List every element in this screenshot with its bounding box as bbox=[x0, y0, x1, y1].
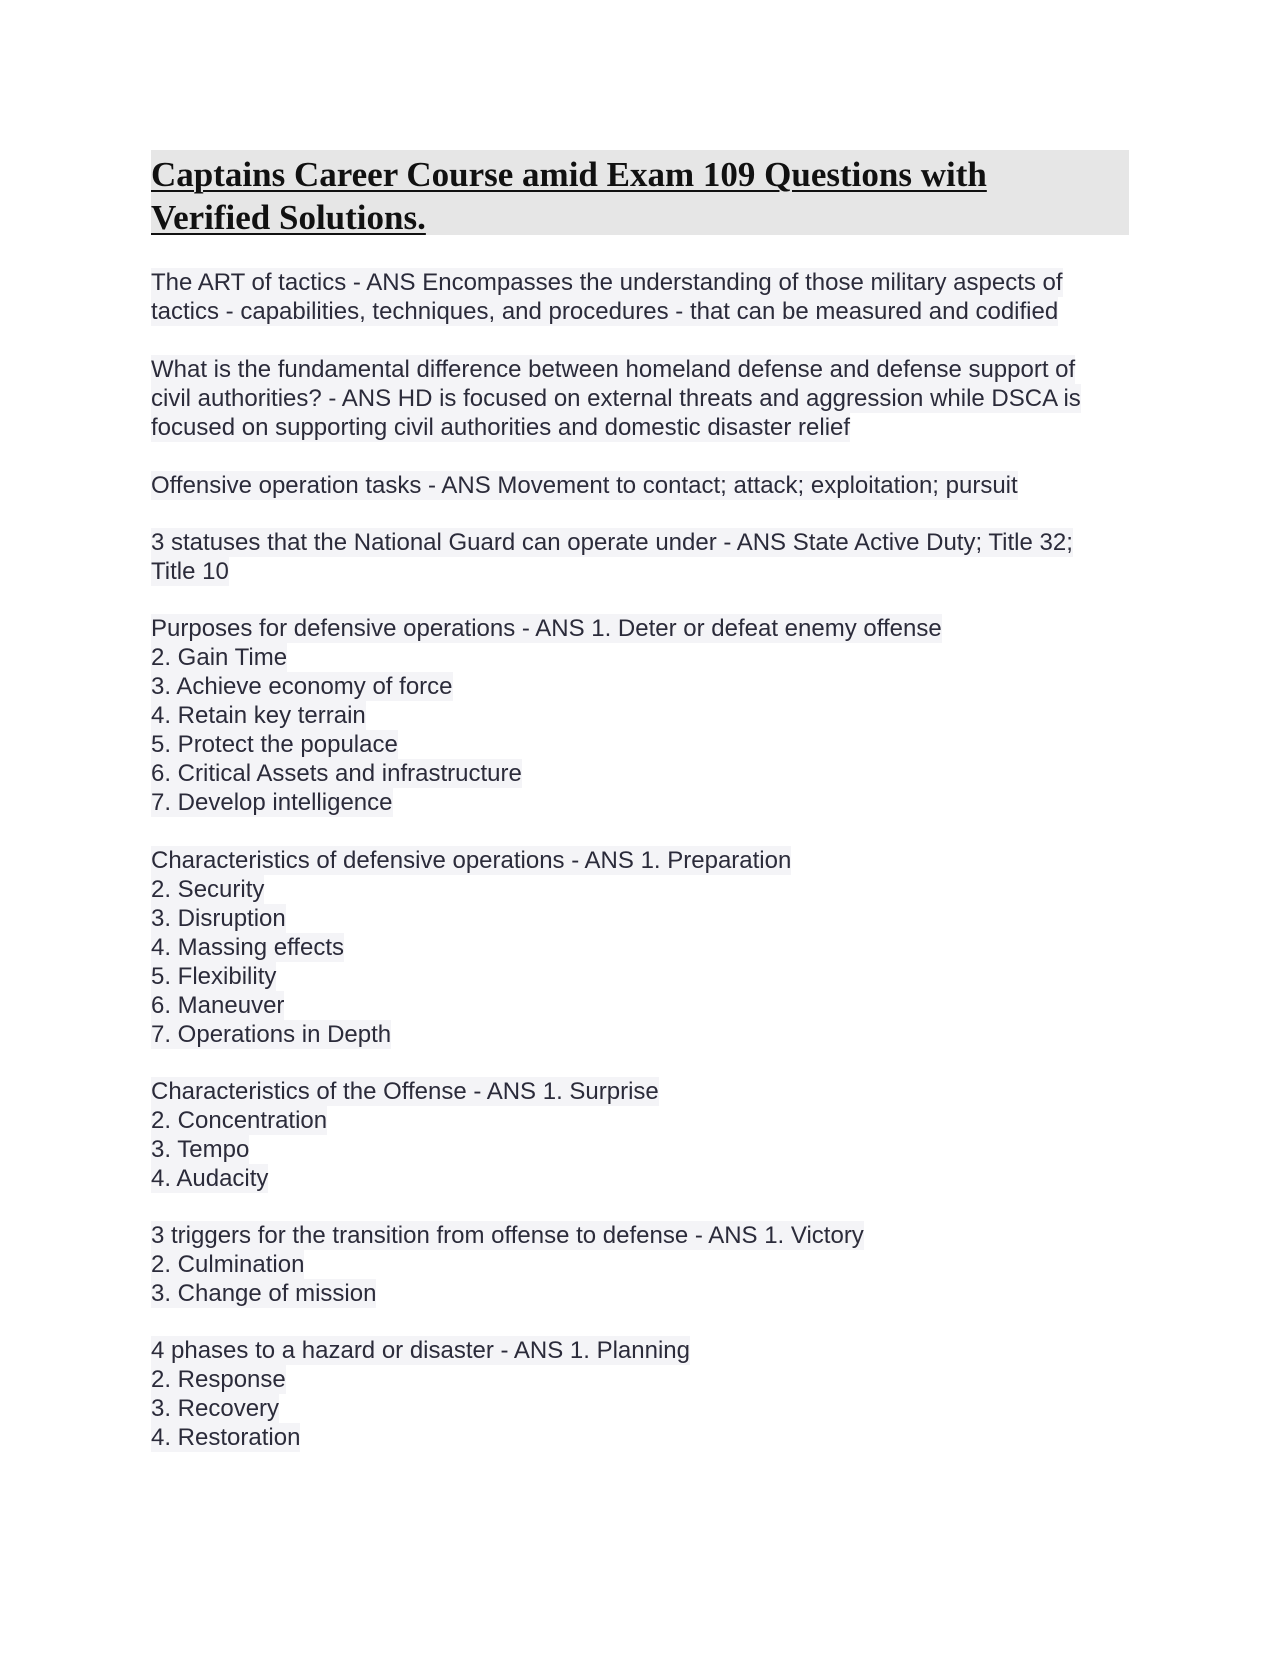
qa-line: 3. Disruption bbox=[151, 905, 286, 932]
qa-line: 5. Flexibility bbox=[151, 963, 277, 990]
qa-line: 2. Gain Time bbox=[151, 644, 288, 671]
qa-line: Offensive operation tasks - ANS Movement to contact; attack; exploitation; pursuit bbox=[151, 472, 1018, 499]
qa-entry bbox=[151, 1336, 1129, 1452]
qa-line: Characteristics of the Offense - ANS 1. Surprise bbox=[151, 1078, 659, 1105]
qa-line: 2. Response bbox=[151, 1366, 286, 1393]
qa-line: The ART of tactics - ANS Encompasses the understanding of those military aspects of bbox=[151, 269, 1063, 296]
document-page bbox=[151, 150, 1129, 1452]
qa-entry bbox=[151, 614, 1129, 817]
qa-line: tactics - capabilities, techniques, and procedures - that can be measured and codified bbox=[151, 298, 1059, 325]
qa-line: civil authorities? - ANS HD is focused on external threats and aggression while DSCA is bbox=[151, 385, 1081, 412]
qa-entry bbox=[151, 355, 1129, 442]
qa-line: 3 statuses that the National Guard can operate under - ANS State Active Duty; Title 32; bbox=[151, 529, 1073, 556]
title-line: Verified Solutions. bbox=[151, 198, 426, 237]
qa-entry bbox=[151, 1221, 1129, 1308]
qa-entry bbox=[151, 846, 1129, 1049]
qa-line: 5. Protect the populace bbox=[151, 731, 398, 758]
qa-line: 2. Culmination bbox=[151, 1251, 305, 1278]
qa-line: 7. Operations in Depth bbox=[151, 1021, 392, 1048]
document-title bbox=[151, 150, 1129, 235]
qa-line: 3. Recovery bbox=[151, 1395, 280, 1422]
qa-line: 4. Audacity bbox=[151, 1165, 269, 1192]
qa-line: 3 triggers for the transition from offense to defense - ANS 1. Victory bbox=[151, 1222, 864, 1249]
qa-line: Purposes for defensive operations - ANS 1. Deter or defeat enemy offense bbox=[151, 615, 942, 642]
qa-entry bbox=[151, 1077, 1129, 1193]
qa-line: 4 phases to a hazard or disaster - ANS 1. Planning bbox=[151, 1337, 690, 1364]
qa-line: 4. Retain key terrain bbox=[151, 702, 366, 729]
qa-line: focused on supporting civil authorities and domestic disaster relief bbox=[151, 414, 851, 441]
qa-entry bbox=[151, 528, 1129, 586]
qa-entry bbox=[151, 268, 1129, 326]
qa-line: 7. Develop intelligence bbox=[151, 789, 393, 816]
title-line: Captains Career Course amid Exam 109 Questions with bbox=[151, 155, 987, 194]
qa-line: What is the fundamental difference between homeland defense and defense support of bbox=[151, 356, 1076, 383]
qa-line: 3. Change of mission bbox=[151, 1280, 377, 1307]
qa-entry bbox=[151, 471, 1129, 500]
qa-line: 4. Restoration bbox=[151, 1424, 301, 1451]
qa-line: 3. Achieve economy of force bbox=[151, 673, 453, 700]
qa-line: 2. Concentration bbox=[151, 1107, 328, 1134]
qa-line: 6. Critical Assets and infrastructure bbox=[151, 760, 522, 787]
qa-line: 4. Massing effects bbox=[151, 934, 344, 961]
qa-line: Characteristics of defensive operations - ANS 1. Preparation bbox=[151, 847, 792, 874]
qa-line: 2. Security bbox=[151, 876, 265, 903]
qa-line: 3. Tempo bbox=[151, 1136, 250, 1163]
qa-line: Title 10 bbox=[151, 558, 229, 585]
qa-line: 6. Maneuver bbox=[151, 992, 285, 1019]
